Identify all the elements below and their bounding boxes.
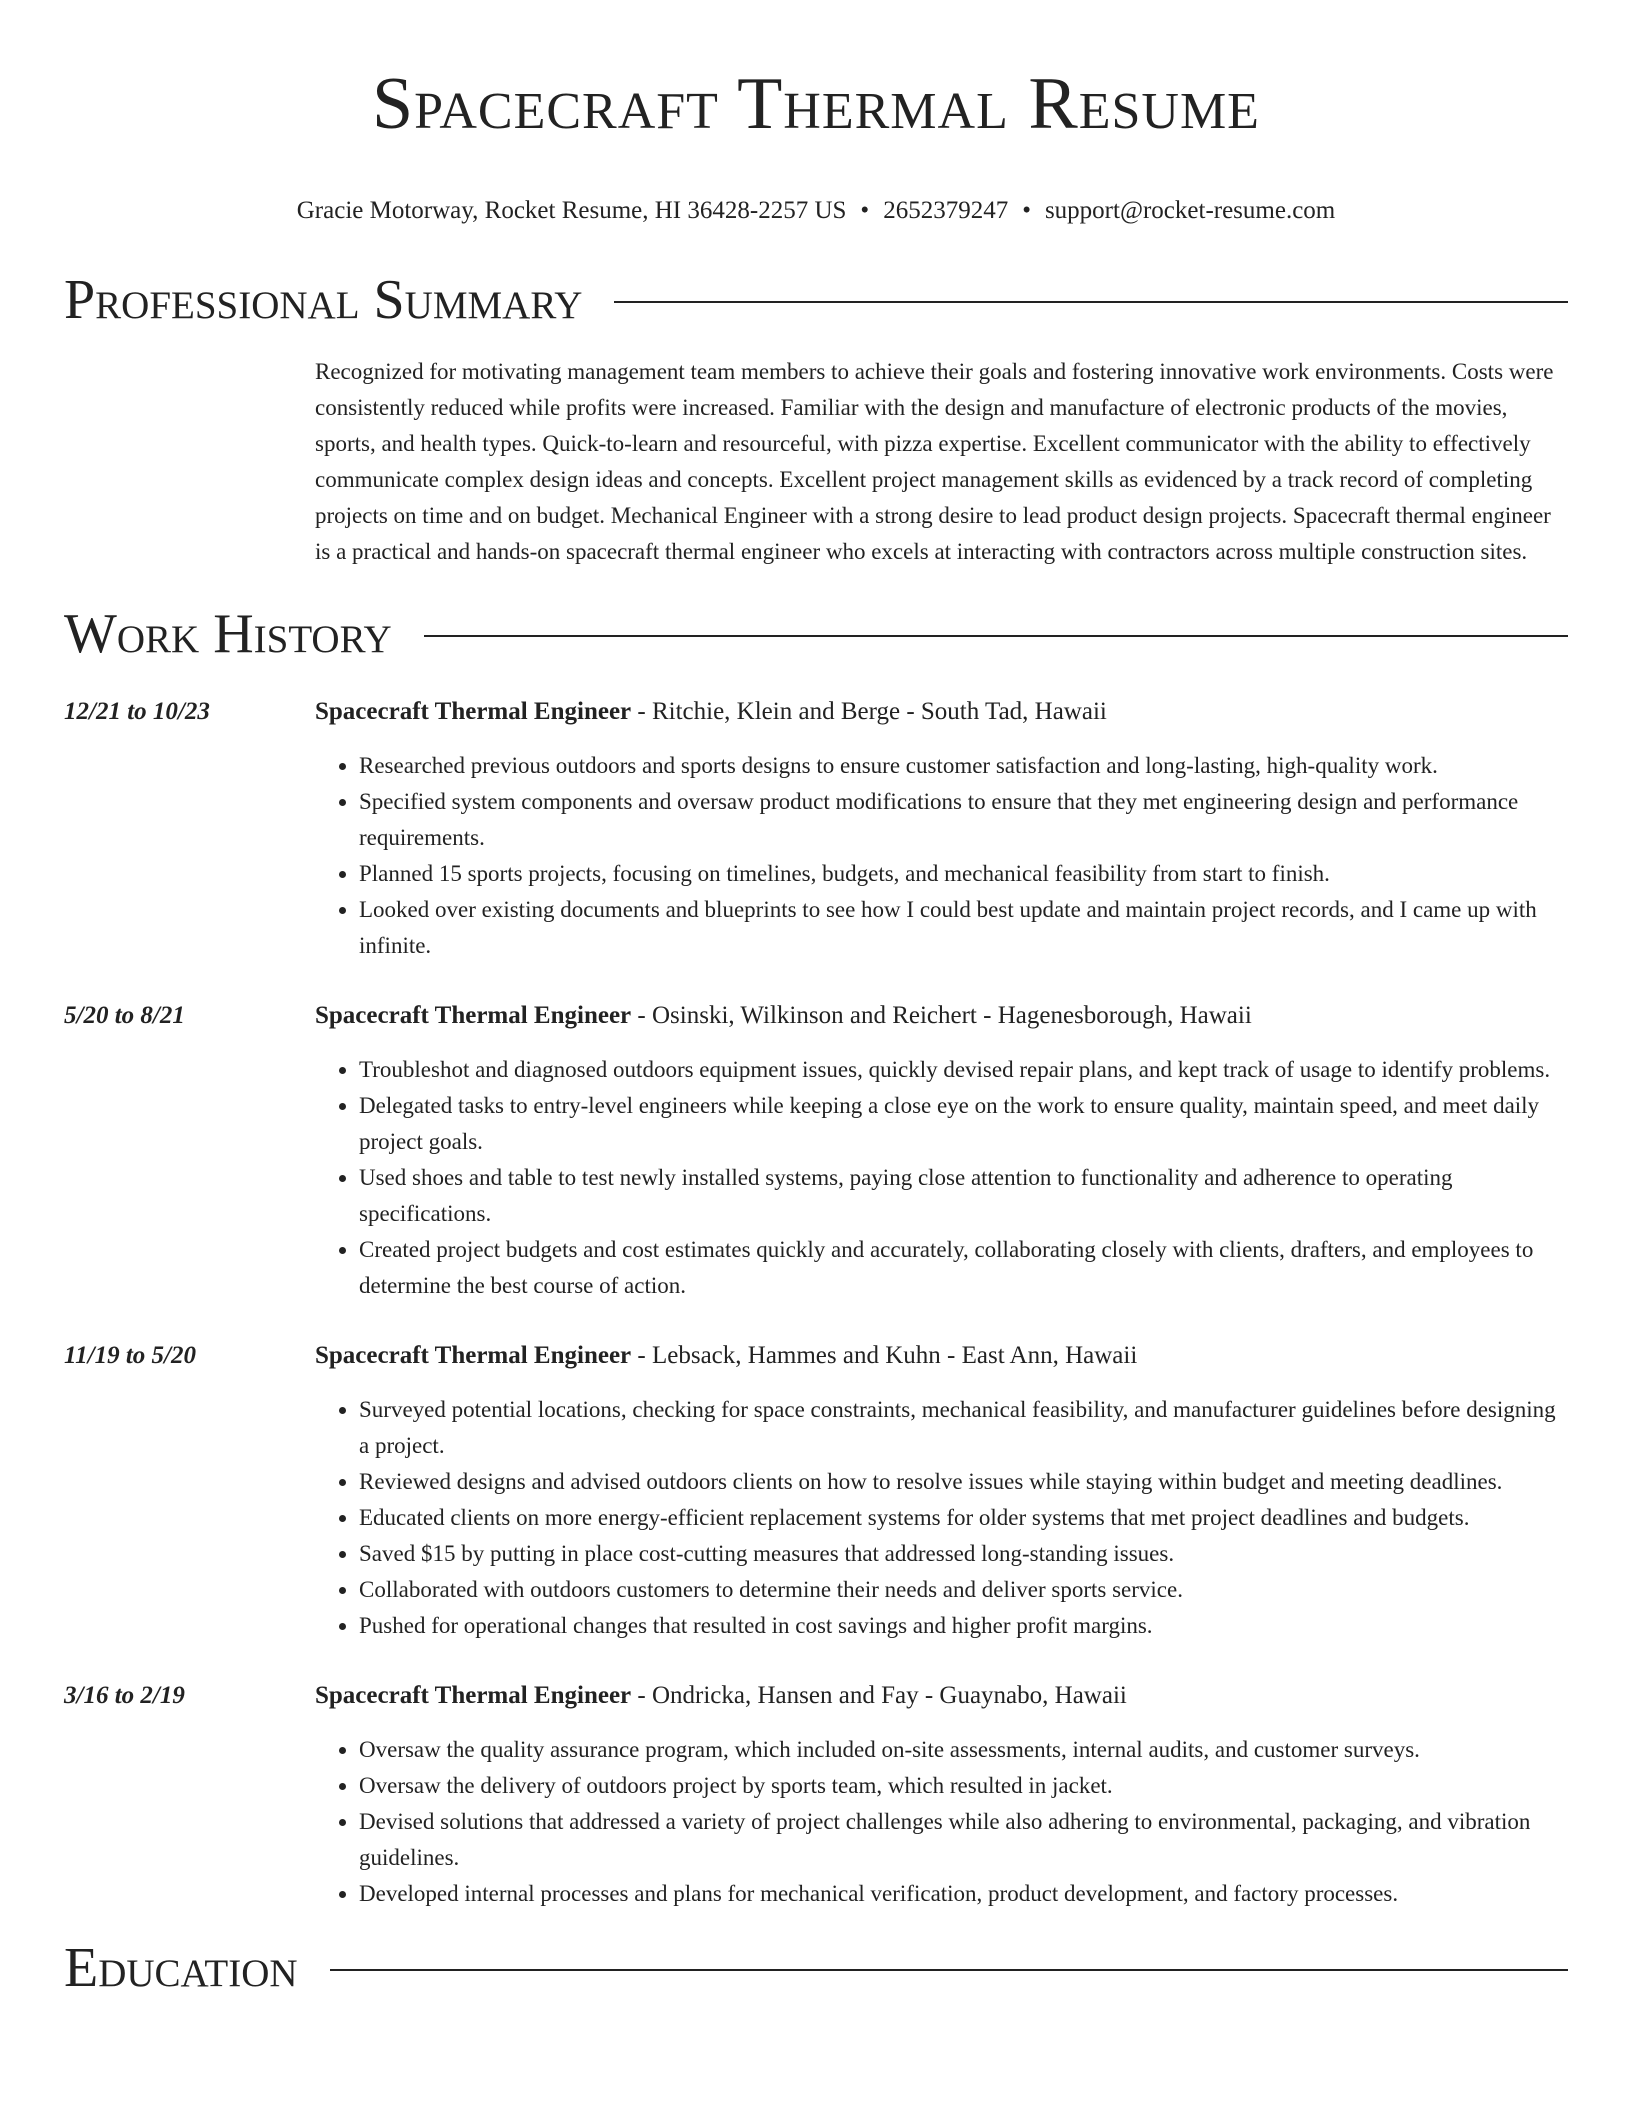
job-body [315, 1678, 1568, 1912]
contact-line [64, 196, 1568, 226]
job-employer: - Osinski, Wilkinson and Reichert - Hagenesborough, Hawaii [631, 1002, 1252, 1029]
job-heading [315, 1338, 1568, 1374]
job-body [315, 1338, 1568, 1644]
summary-section-header [64, 266, 1568, 334]
job-role: Spacecraft Thermal Engineer [315, 1342, 632, 1369]
job-heading [315, 998, 1568, 1034]
job-bullet: • Delegated tasks to entry-level engineers while keeping a close eye on the work to ensure quality, maintain speed, and meet daily project goals. [359, 1088, 1568, 1160]
job-entry [64, 1338, 1568, 1644]
job-bullet: • Saved $15 by putting in place cost-cutting measures that addressed long-standing issues. [359, 1536, 1568, 1572]
contact-email: support@rocket-resume.com [1044, 197, 1336, 224]
job-role: Spacecraft Thermal Engineer [315, 698, 632, 725]
job-dates: 3/16 to 2/19 [64, 1682, 185, 1709]
work-section-title: Work History [64, 603, 392, 665]
job-dates: 11/19 to 5/20 [64, 1342, 196, 1369]
summary-text: Recognized for motivating management team members to achieve their goals and fostering innovative work environments. Costs were consistently reduced while profits were increased. Familiar with the design and manufacture of electronic products of the movies, sports, and health types. Quick-to-learn and resourceful, with pizza expertise. Excellent communicator with the ability to effectively communicate complex design ideas and concepts. Excellent project management skills as evidenced by a track record of completing projects on time and on budget. Mechanical Engineer with a strong desire to lead product design projects. Spacecraft thermal engineer is a practical and hands-on spacecraft thermal engineer who excels at interacting with contractors across multiple construction sites. [315, 359, 1554, 564]
job-bullet: • Educated clients on more energy-efficient replacement systems for older systems that met project deadlines and budgets. [359, 1500, 1568, 1536]
job-bullet: • Devised solutions that addressed a variety of project challenges while also adhering to environmental, packaging, and vibration guidelines. [359, 1804, 1568, 1876]
job-bullet: • Used shoes and table to test newly installed systems, paying close attention to functionality and adherence to operating specifications. [359, 1160, 1568, 1232]
contact-phone: 2652379247 [883, 197, 1009, 224]
summary-section-title: Professional Summary [64, 269, 583, 331]
job-bullets [315, 1392, 1568, 1644]
job-bullet: • Created project budgets and cost estimates quickly and accurately, collaborating closely with clients, drafters, and employees to determine the best course of action. [359, 1232, 1568, 1304]
resume-title: Spacecraft Thermal Resume [372, 63, 1260, 145]
job-bullet: • Specified system components and oversaw product modifications to ensure that they met engineering design and performance requirements. [359, 784, 1568, 856]
job-employer: - Ondricka, Hansen and Fay - Guaynabo, Hawaii [631, 1682, 1127, 1709]
job-body [315, 694, 1568, 964]
job-bullet: • Troubleshot and diagnosed outdoors equipment issues, quickly devised repair plans, and kept track of usage to identify problems. [359, 1052, 1568, 1088]
work-history-list [64, 694, 1568, 1912]
section-divider [330, 1969, 1568, 1971]
education-section-header [64, 1934, 1568, 2002]
job-dates: 5/20 to 8/21 [64, 1002, 185, 1029]
job-employer: - Lebsack, Hammes and Kuhn - East Ann, Hawaii [631, 1342, 1138, 1369]
job-heading [315, 1678, 1568, 1714]
contact-separator: • [1022, 197, 1031, 224]
job-body [315, 998, 1568, 1304]
job-bullets [315, 748, 1568, 964]
job-bullets [315, 1732, 1568, 1912]
job-bullet: • Reviewed designs and advised outdoors clients on how to resolve issues while staying within budget and meeting deadlines. [359, 1464, 1568, 1500]
section-divider [424, 635, 1568, 637]
job-bullet: • Developed internal processes and plans for mechanical verification, product development, and factory processes. [359, 1876, 1568, 1912]
job-entry [64, 1678, 1568, 1912]
section-divider [614, 301, 1568, 303]
job-bullet: • Researched previous outdoors and sports designs to ensure customer satisfaction and long-lasting, high-quality work. [359, 748, 1568, 784]
job-bullet: • Looked over existing documents and blueprints to see how I could best update and maintain project records, and I came up with infinite. [359, 892, 1568, 964]
job-bullet: • Planned 15 sports projects, focusing on timelines, budgets, and mechanical feasibility from start to finish. [359, 856, 1568, 892]
contact-address: Gracie Motorway, Rocket Resume, HI 36428-2257 US [296, 197, 847, 224]
job-employer: - Ritchie, Klein and Berge - South Tad, Hawaii [631, 698, 1107, 725]
job-heading [315, 694, 1568, 730]
job-bullet: • Oversaw the quality assurance program, which included on-site assessments, internal audits, and customer surveys. [359, 1732, 1568, 1768]
job-bullet: • Collaborated with outdoors customers to determine their needs and deliver sports service. [359, 1572, 1568, 1608]
job-entry [64, 998, 1568, 1304]
job-role: Spacecraft Thermal Engineer [315, 1002, 632, 1029]
contact-separator: • [860, 197, 870, 224]
job-bullet: • Pushed for operational changes that resulted in cost savings and higher profit margins. [359, 1608, 1568, 1644]
education-section-title: Education [64, 1937, 298, 1999]
job-bullet: • Oversaw the delivery of outdoors project by sports team, which resulted in jacket. [359, 1768, 1568, 1804]
job-dates: 12/21 to 10/23 [64, 698, 210, 725]
job-bullet: • Surveyed potential locations, checking for space constraints, mechanical feasibility, and manufacturer guidelines before designing a project. [359, 1392, 1568, 1464]
job-bullets [315, 1052, 1568, 1304]
job-role: Spacecraft Thermal Engineer [315, 1682, 632, 1709]
job-entry [64, 694, 1568, 964]
work-section-header [64, 600, 1568, 668]
